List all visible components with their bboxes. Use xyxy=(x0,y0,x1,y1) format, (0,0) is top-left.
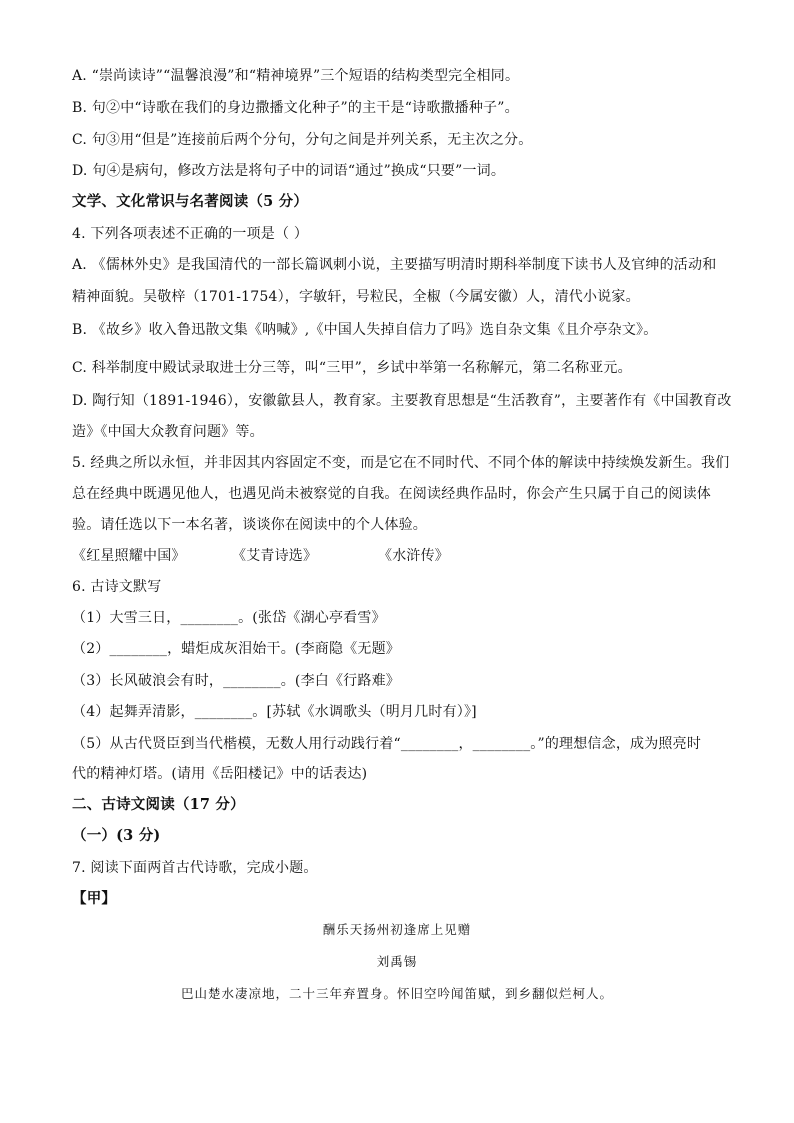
section2-sub-heading: （一）(3 分) xyxy=(72,827,161,844)
q6-stem: 6. 古诗文默写 xyxy=(72,579,162,595)
q3-option-d: D. 句④是病句，修改方法是将句子中的词语“通过”换成“只要”一词。 xyxy=(72,163,506,179)
q3-option-c: C. 句③用“但是”连接前后两个分句，分句之间是并列关系，无主次之分。 xyxy=(72,132,533,148)
q4-option-d-line1: D. 陶行知（1891-1946），安徽歙县人，教育家。主要教育思想是“生活教育”，主要著作有《中国教育改 xyxy=(72,393,732,409)
q6-item-4: （4）起舞弄清影，________。[苏轼《水调歌头（明月几时有）》] xyxy=(72,704,477,720)
q6-item-2: （2）________，蜡炬成灰泪始干。(李商隐《无题》 xyxy=(72,641,400,657)
q6-item-5-line1: （5）从古代贤臣到当代楷模，无数人用行动践行着“________，________。”的理想信念，成为照亮时 xyxy=(72,736,702,752)
q4-option-c: C. 科举制度中殿试录取进士分三等，叫“三甲”，乡试中举第一名称解元，第二名称亚元。 xyxy=(72,360,632,376)
section-literature-heading: 文学、文化常识与名著阅读（5 分） xyxy=(72,193,309,210)
q4-stem: 4. 下列各项表述不正确的一项是（ ） xyxy=(72,226,309,242)
q4-option-a-line1: A. 《儒林外史》是我国清代的一部长篇讽刺小说，主要描写明清时期科举制度下读书人及官绅的活动和 xyxy=(72,257,717,273)
q5-line3: 验。请任选以下一本名著，谈谈你在阅读中的个人体验。 xyxy=(72,517,427,533)
q6-item-1: （1）大雪三日，________。(张岱《湖心亭看雪》 xyxy=(72,610,386,626)
q3-option-a: A. “崇尚读诗”“温馨浪漫”和“精神境界”三个短语的结构类型完全相同。 xyxy=(72,68,520,84)
q7-part-label: 【甲】 xyxy=(72,890,117,907)
poem-title: 酬乐天扬州初逢席上见赠 xyxy=(322,922,472,937)
book-red-star: 《红星照耀中国》 xyxy=(72,548,186,564)
q5-line2: 总在经典中既遇见他人，也遇见尚未被察觉的自我。在阅读经典作品时，你会产生只属于自己的阅读体 xyxy=(72,486,711,502)
q3-option-b: B. 句②中“诗歌在我们的身边撒播文化种子”的主干是“诗歌撒播种子”。 xyxy=(72,100,519,116)
poem-line-1: 巴山楚水凄凉地，二十三年弃置身。怀旧空吟闻笛赋，到乡翻似烂柯人。 xyxy=(180,986,613,1001)
book-aiqing-poems: 《艾青诗选》 xyxy=(232,548,318,564)
q6-item-3: （3）长风破浪会有时，________。(李白《行路难》 xyxy=(72,673,400,689)
poem-author: 刘禹锡 xyxy=(376,954,418,969)
q5-book-list xyxy=(72,546,732,566)
book-water-margin: 《水浒传》 xyxy=(378,548,449,564)
q4-option-b: B. 《故乡》收入鲁迅散文集《呐喊》,《中国人失掉自信力了吗》选自杂文集《且介亭杂文》。 xyxy=(72,322,658,338)
q4-option-d-line2: 造》《中国大众教育问题》等。 xyxy=(72,424,264,440)
q6-item-5-line2: 代的精神灯塔。(请用《岳阳楼记》中的话表达) xyxy=(72,766,368,782)
q4-option-a-line2: 精神面貌。吴敬梓（1701-1754），字敏轩，号粒民，全椒（今属安徽）人，清代小说家。 xyxy=(72,289,640,305)
q5-line1: 5. 经典之所以永恒，并非因其内容固定不变，而是它在不同时代、不同个体的解读中持续焕发新生。我们 xyxy=(72,455,730,471)
section2-heading: 二、古诗文阅读（17 分） xyxy=(72,796,245,813)
q7-stem: 7. 阅读下面两首古代诗歌，完成小题。 xyxy=(72,860,318,876)
